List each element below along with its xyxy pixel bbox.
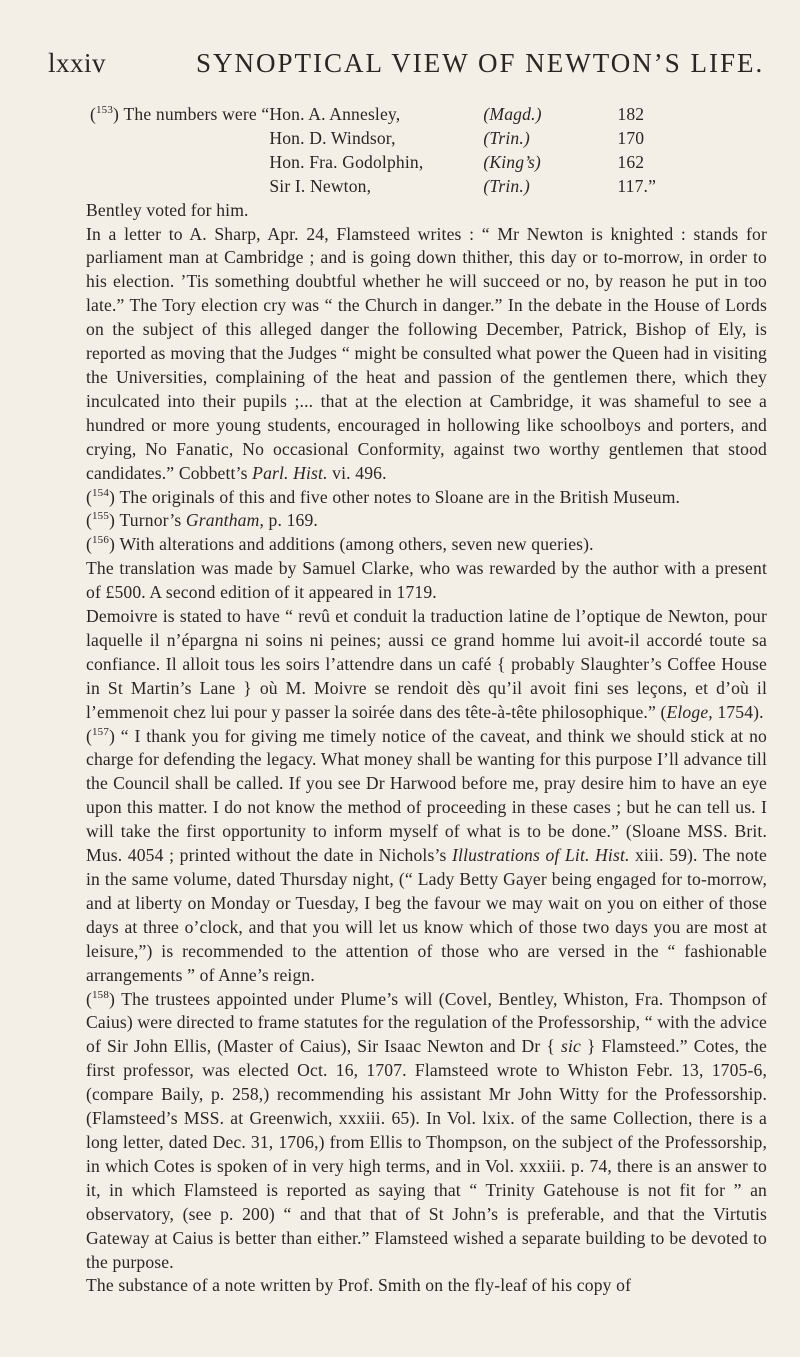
candidate-college: (Magd.) — [483, 104, 542, 124]
running-title: SYNOPTICAL VIEW OF NEWTON’S LIFE. — [196, 48, 765, 78]
candidate-votes: 170 — [617, 127, 645, 148]
note-ref-157: 157 — [92, 725, 109, 738]
note-156-demoivre — [86, 605, 767, 725]
note-153-cite-title: Parl. Hist. — [252, 462, 328, 483]
candidate-votes: 182 — [617, 104, 645, 124]
note-ref-156: 156 — [92, 534, 109, 547]
note-157: ($^{157}$) “ I thank you for giving me timely notice of the caveat, and think we should stick at no charge for defending the legacy. What money shall be wanting for this purpose I’ll advance till the Council shall be called. If you see Dr Harwood before me, pray desire him to have an eye upon this matter. I do not know the method of proceeding in these cases ; but he can tell us. I will take the first opportunity to inform myself of what is to be done.” (Sloane MSS. Brit. Mus. 4054 ; printed without the date in Nichols’s Illustrations of Lit. Hist. xiii. 59). The note in the same volume, dated Thursday night, (“ Lady Betty Gayer being engaged for to-morrow, and at liberty on Monday or Tuesday, I beg the favour we may wait on you on either of those days at three o’clock, and that you will let us know which of those two days you are most at leisure,”) is recommended to the attention of those who are versed in the “ fashionable arrangements ” of Anne’s reign. — [86, 725, 767, 985]
candidate-name: Hon. D. Windsor, — [269, 127, 396, 148]
note-155-pre: Turnor’s — [119, 510, 186, 531]
note-156-demoivre-text: Demoivre is stated to have “ revû et conduit la traduction latine de l’optique de Newton, pour laquelle il n’épargna ni soins ni peines; aussi ce grand homme lui avoit-il accordé toute sa confiance. Il alloit tous les soirs l’attendre dans un café { probably Slaughter’s Coffee House in St Martin’s Lane } où M. Moivre se rendoit dès qu’il avoit fini ses leçons, et d’où il l’emmenoit chez lui pour y passer la soirée dans des tête-à-tête philosophique.” ( — [86, 606, 767, 722]
table-row — [269, 151, 677, 175]
note-158-part1: The trustees appointed under Plume’s will (Covel, Bentley, Whiston, Fra. Thompson of Caius) were directed to frame statutes for the regulation of the Professorship, “ with the advice of Sir John Ellis, (Master of Caius), Sir Isaac Newton and Dr { — [86, 988, 767, 1057]
candidate-name: Sir I. Newton, — [269, 175, 372, 196]
note-157-part2: xiii. 59). The note in the same volume, dated Thursday night, (“ Lady Betty Gayer being engaged for to-morrow, and at liberty on Monday or Tuesday, I beg the favour we may wait on you on either of those days at three o’clock, and that you will let us know which of those two days you are most at leisure,”) is recommended to the attention of those who are versed in the “ fashionable arrangements ” of Anne’s reign. — [86, 845, 767, 985]
note-158: ($^{158}$) The trustees appointed under Plume’s will (Covel, Bentley, Whiston, Fra. Thompson of Caius) were directed to frame statutes for the regulation of the Professorship, “ with the advice of Sir John Ellis, (Master of Caius), Sir Isaac Newton and Dr { sic } Flamsteed.” Cotes, the first professor, was elected Oct. 16, 1707. Flamsteed wrote to Whiston Febr. 13, 1705-6, (compare Baily, p. 258,) recommending his assistant Mr John Witty for the Professorship. (Flamsteed’s MSS. at Greenwich, xxxiii. 65). In Vol. lxix. of the same Collection, there is a long letter, dated Dec. 31, 1706,) from Ellis to Thompson, on the subject of the Professorship, in which Cotes is spoken of in very high terms, and in Vol. xxxiii. p. 74, there is an answer to it, in which Flamsteed is reported as saying that “ Trinity Gatehouse is not fit for ” an observatory, (see p. 200) “ and that that of St John’s is preferable, and that the Virtutis Gateway at Caius is better than either.” Flamsteed wished a separate building to be devoted to the purpose. — [86, 988, 767, 1272]
note-ref-154: 154 — [92, 486, 109, 499]
note-ref-158: 158 — [92, 988, 109, 1001]
candidate-votes: 117.” — [617, 175, 657, 196]
candidate-college: (King’s) — [483, 151, 541, 172]
note-ref-155: 155 — [92, 510, 109, 523]
note-153-letter — [86, 223, 767, 486]
table-row — [269, 103, 677, 127]
table-row — [269, 127, 677, 151]
note-155-post: p. 169. — [264, 510, 318, 531]
note-154: ($^{154}$) The originals of this and five other notes to Sloane are in the British Museum. — [86, 486, 681, 507]
note-153-cite-pre: Cobbett’s — [178, 462, 253, 483]
note-153-letter-text: In a letter to A. Sharp, Apr. 24, Flamsteed writes : “ Mr Newton is knighted : stands for parliament man at Cambridge ; and is going down thither, this day or to-morrow, in order to his election. ’Tis something doubtful whether he will succeed or no, by reason he put in too late.” The Tory election cry was “ the Church in danger.” In the debate in the House of Lords on the subject of this alleged danger the following December, Patrick, Bishop of Ely, is reported as moving that the Judges “ might be consulted what power the Queen had in visiting the Universities, complaining of the heat and passion of the gentlemen there, which they inculcated into their pupils ;... that at the election at Cambridge, it was shameful to see a hundred or more young students, encouraged in hollowing like schoolboys and porters, and crying, No Fanatic, No occasional Conformity, against two worthy gentlemen that stood candidates.” — [86, 223, 767, 483]
note-153-cite-post: vi. 496. — [327, 462, 387, 483]
note-156-text: With alterations and additions (among others, seven new queries). — [119, 534, 594, 555]
notes-body — [86, 103, 767, 1298]
note-156-eloge-post: 1754). — [712, 701, 764, 722]
note-157-illustrations: Illustrations of Lit. Hist. — [452, 845, 630, 866]
candidate-name: Hon. Fra. Godolphin, — [269, 151, 424, 172]
note-158-part2: } Flamsteed.” Cotes, the first professor, was elected Oct. 16, 1707. Flamsteed wrote to Whiston Febr. 13, 1705-6, (compare Baily, p. 258,) recommending his assistant Mr John Witty for the Professorship. (Flamsteed’s MSS. at Greenwich, xxxiii. 65). In Vol. lxix. of the same Collection, there is a long letter, dated Dec. 31, 1706,) from Ellis to Thompson, on the subject of the Professorship, in which Cotes is spoken of in very high terms, and in Vol. xxxiii. p. 74, there is an answer to it, in which Flamsteed is reported as saying that “ Trinity Gatehouse is not fit for ” an observatory, (see p. 200) “ and that that of St John’s is preferable, and that the Virtutis Gateway at Caius is better than either.” Flamsteed wished a separate building to be devoted to the purpose. — [86, 1036, 767, 1272]
election-results-table — [269, 103, 677, 199]
note-156-translation: The translation was made by Samuel Clarke, who was rewarded by the author with a present of £500. A second edition of it appeared in 1719. — [86, 558, 767, 603]
page-number: lxxiv — [48, 48, 107, 78]
note-155: ($^{155}$) Turnor’s Grantham, p. 169. — [86, 510, 318, 531]
candidate-votes: 162 — [617, 151, 645, 172]
note-155-title: Grantham, — [185, 510, 264, 531]
note-158-sic: sic — [560, 1036, 581, 1057]
note-156: ($^{156}$) With alterations and additions (among others, seven new queries). — [86, 534, 594, 555]
note-154-text: The originals of this and five other notes to Sloane are in the British Museum. — [119, 486, 681, 507]
note-153: ($^{153}$) The numbers were “ Hon. A. Annesley, (Magd.) 182 Hon. D. Windsor, (Trin.) 170 Hon. Fra. Godolphin, (King’s) 162 Sir I. Newton, (Trin.) 117.” — [86, 103, 767, 199]
candidate-name: Hon. A. Annesley, — [269, 104, 401, 124]
table-row — [269, 175, 677, 199]
note-153-after: Bentley voted for him. — [86, 199, 249, 220]
note-157-part1: “ I thank you for giving me timely notice of the caveat, and think we should stick at no charge for defending the legacy. What money shall be wanting for this purpose I’ll advance till the Council shall be called. If you see Dr Harwood before me, pray desire him to have an eye upon this matter. I do not know the method of proceeding in these cases ; but he can tell us. I will take the first opportunity to inform myself of what is to be done.” (Sloane MSS. Brit. Mus. 4054 ; printed without the date in Nichols’s — [86, 725, 767, 866]
note-156-eloge: Eloge, — [666, 701, 713, 722]
note-ref-153: 153 — [96, 104, 113, 117]
note-158-last: The substance of a note written by Prof. Smith on the fly-leaf of his copy of — [86, 1275, 632, 1296]
candidate-college: (Trin.) — [483, 175, 530, 196]
candidate-college: (Trin.) — [483, 127, 530, 148]
note-153-intro: The numbers were “ — [123, 104, 270, 124]
page-header — [48, 48, 768, 88]
